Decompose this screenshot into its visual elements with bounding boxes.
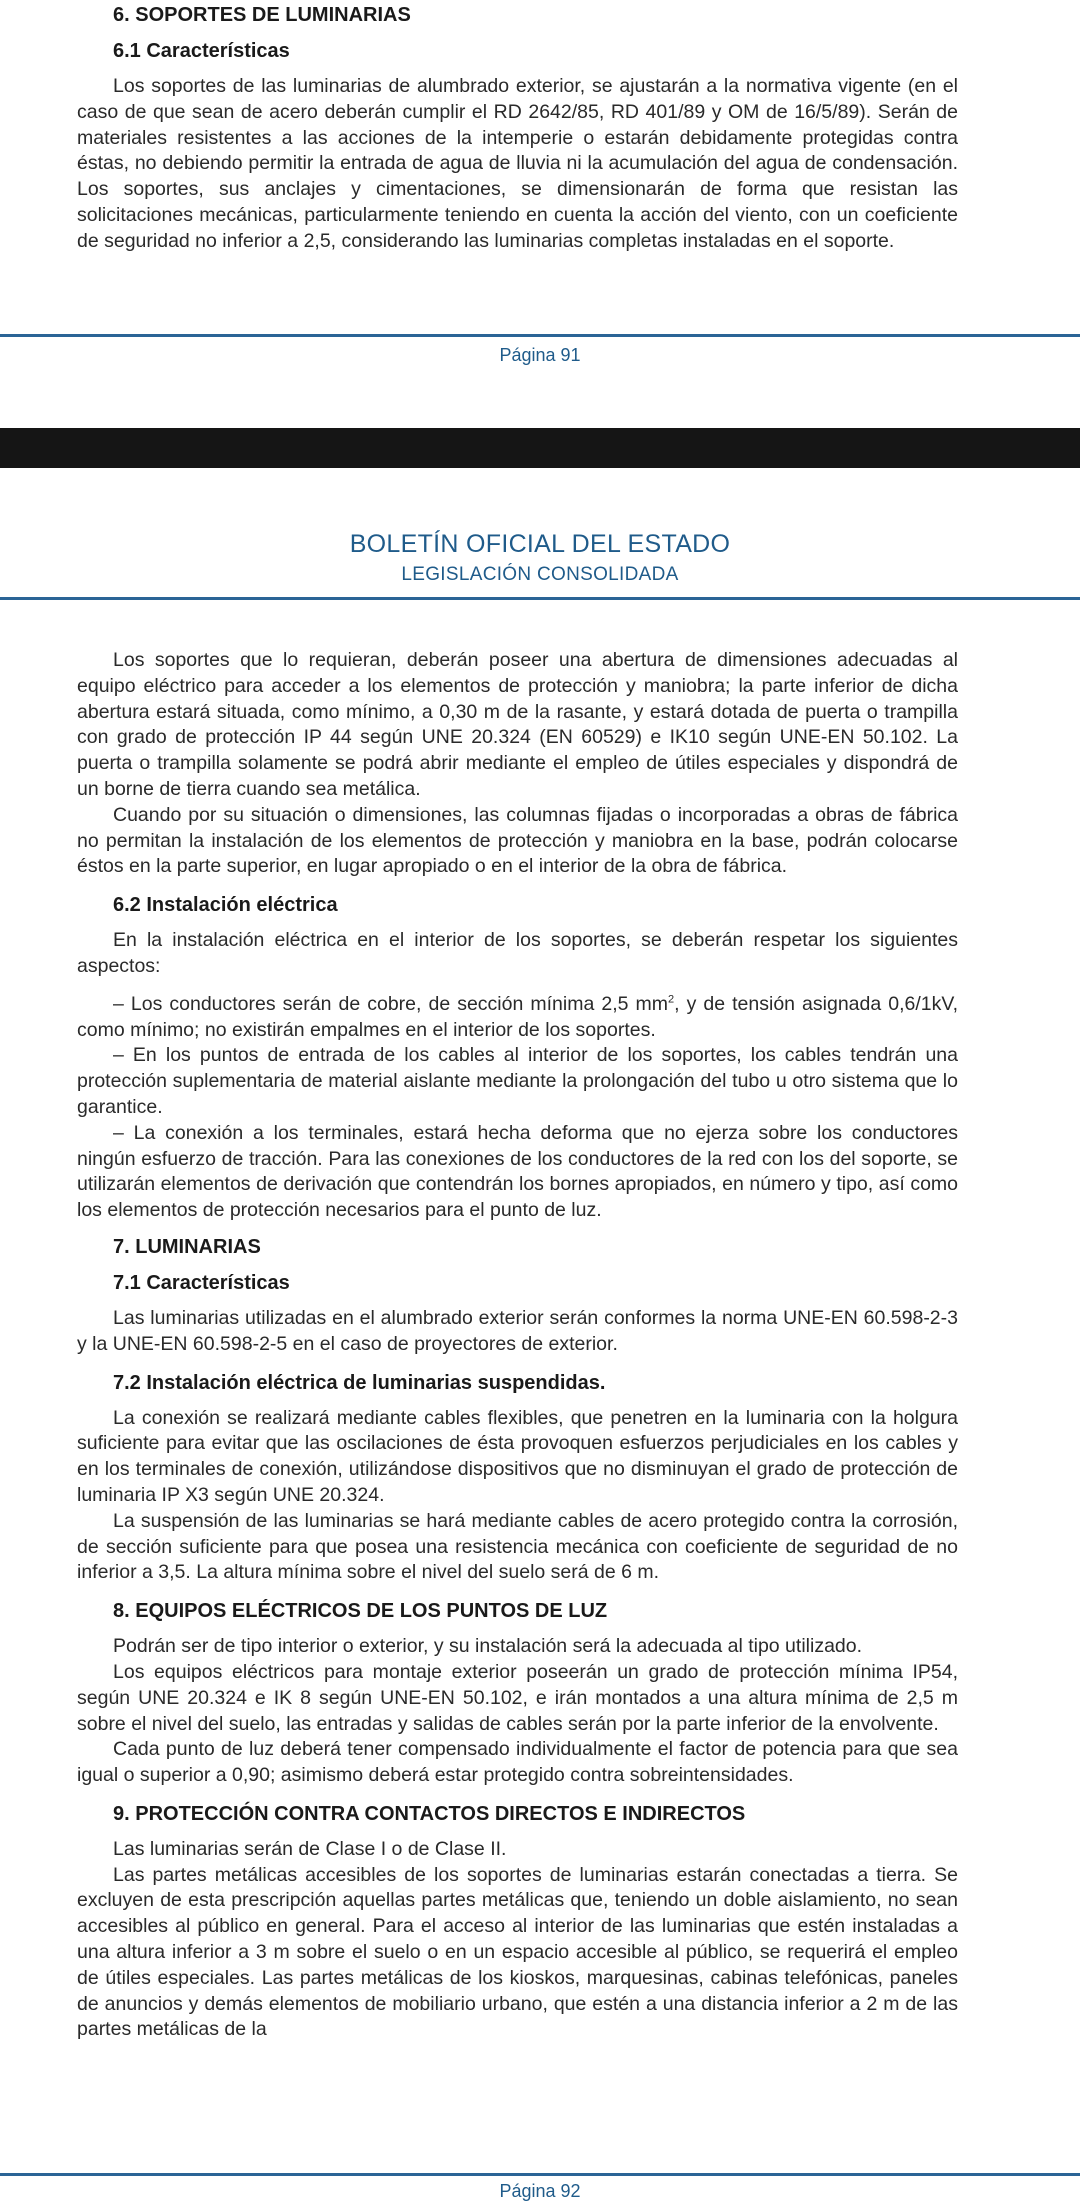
page-91-content xyxy=(77,0,958,255)
paragraph-columnas: Cuando por su situación o dimensiones, las columnas fijadas o incorporadas a obras de fábrica no permitan la instalación de los elementos de protección y maniobra en la base, podrán colocarse éstos en la parte superior, en lugar apropiado o en el interior de la obra de fábrica. xyxy=(77,803,958,878)
page-number-footer-2: Página 92 xyxy=(499,2181,581,2201)
list-item-conductores: – Los conductores serán de cobre, de sección mínima 2,5 $mm^2$, y de tensión asignada 0,6/1kV, como mínimo; no existirán empalmes en el interior de los soportes. xyxy=(77,992,959,1041)
heading-section-6: 6. SOPORTES DE LUMINARIAS xyxy=(113,4,411,26)
paragraph-suspension: La suspensión de las luminarias se hará mediante cables de acero protegido contra la corrosión, de sección suficiente para que posea una resistencia mecánica con coeficiente de seguridad de no inferior a 3,5. La altura mínima sobre el nivel del suelo será de 6 m. xyxy=(77,1509,958,1584)
paragraph-abertura: Los soportes que lo requieran, deberán poseer una abertura de dimensiones adecuadas al equipo eléctrico para acceder a los elementos de protección y maniobra; la parte inferior de dicha abertura estará situada, como mínimo, a 0,30 m de la rasante, y estará dotada de puerta o trampilla con grado de protección IP 44 según UNE 20.324 (EN 60529) e IK10 según UNE-EN 50.102. La puerta o trampilla solamente se podrá abrir mediante el empleo de útiles especiales y dispondrá de un borne de tierra cuando sea metálica. xyxy=(77,649,958,800)
paragraph-soportes-normativa: Los soportes de las luminarias de alumbrado exterior, se ajustarán a la normativa vigente (en el caso de que sean de acero deberán cumplir el RD 2642/85, RD 401/89 y OM de 16/5/89). Serán de materiales resistentes a las acciones de la intemperie o estarán debidamente protegidas contra éstas, no debiendo permitir la entrada de agua de lluvia ni la acumulación del agua de condensación. Los soportes, sus anclajes y cimentaciones, se dimensionarán de forma que resistan las solicitaciones mecánicas, particularmente teniendo en cuenta la acción del viento, con un coeficiente de seguridad no inferior a 2,5, considerando las luminarias completas instaladas en el soporte. xyxy=(77,75,958,252)
heading-section-6-2: 6.2 Instalación eléctrica xyxy=(113,894,338,917)
header-title: BOLETÍN OFICIAL DEL ESTADO xyxy=(349,530,731,558)
paragraph-clase-luminarias: Las luminarias serán de Clase I o de Clase II. xyxy=(113,1837,507,1860)
document-page-92 xyxy=(0,468,1080,2204)
heading-section-7-2: 7.2 Instalación eléctrica de luminarias suspendidas. xyxy=(113,1371,606,1394)
paragraph-conexion-cables: La conexión se realizará mediante cables flexibles, que penetren en la luminaria con la holgura suficiente para evitar que las oscilaciones de ésta provoquen esfuerzos perjudiciales en los cables y en los terminales de conexión, utilizándose dispositivos que no disminuyan el grado de protección de luminaria IP X3 según UNE 20.324. xyxy=(77,1406,958,1506)
paragraph-partes-metalicas: Las partes metálicas accesibles de los soportes de luminarias estarán conectadas a tierra. Se excluyen de esta prescripción aquellas partes metálicas que, teniendo un doble aislamiento, no sean accesibles al público en general. Para el acceso al interior de las luminarias que estén instaladas a una altura inferior a 3 m sobre el suelo o en un espacio accesible al público, se requerirá el empleo de útiles especiales. Las partes metálicas de los kioskos, marquesinas, cabinas telefónicas, paneles de anuncios y demás elementos de mobiliario urbano, que estén a una distancia inferior a 2 m de las partes metálicas de la xyxy=(77,1863,958,2041)
paragraph-aspectos: En la instalación eléctrica en el interior de los soportes, se deberán respetar los siguientes aspectos: xyxy=(77,929,958,977)
heading-section-7-1: 7.1 Características xyxy=(113,1271,290,1294)
header-subtitle: LEGISLACIÓN CONSOLIDADA xyxy=(401,564,679,585)
document-page-91 xyxy=(0,0,1080,428)
page-number-footer: Página 91 xyxy=(499,345,581,365)
heading-section-9: 9. PROTECCIÓN CONTRA CONTACTOS DIRECTOS E INDIRECTOS xyxy=(113,1802,746,1825)
page-92-content xyxy=(77,648,958,2043)
paragraph-factor-potencia: Cada punto de luz deberá tener compensado individualmente el factor de potencia para que sea igual o superior a 0,90; asimismo deberá estar protegido contra sobreintensidades. xyxy=(77,1738,958,1787)
footer-rule xyxy=(0,334,1080,337)
heading-section-8: 8. EQUIPOS ELÉCTRICOS DE LOS PUNTOS DE LUZ xyxy=(113,1600,608,1623)
list-item-entrada-cables: – En los puntos de entrada de los cables al interior de los soportes, los cables tendrán una protección suplementaria de material aislante mediante la prolongación del tubo u otro sistema que lo garantice. xyxy=(77,1044,958,1118)
paragraph-tipo-equipos: Podrán ser de tipo interior o exterior, y su instalación será la adecuada al tipo utilizado. xyxy=(113,1635,863,1658)
heading-section-6-1: 6.1 Características xyxy=(113,40,290,62)
paragraph-montaje-exterior: Los equipos eléctricos para montaje exterior poseerán un grado de protección mínima IP54, según UNE 20.324 e IK 8 según UNE-EN 50.102, e irán montados a una altura mínima de 2,5 m sobre el nivel del suelo, las entradas y salidas de cables serán por la parte inferior de la envolvente. xyxy=(77,1660,958,1735)
heading-section-7: 7. LUMINARIAS xyxy=(113,1235,261,1258)
header-rule xyxy=(0,597,1080,600)
footer-rule-2 xyxy=(0,2173,1080,2176)
paragraph-luminarias-norma: Las luminarias utilizadas en el alumbrado exterior serán conformes la norma UNE-EN 60.598-2-3 y la UNE-EN 60.598-2-5 en el caso de proyectores de exterior. xyxy=(77,1306,958,1355)
page-separator xyxy=(0,428,1080,468)
list-item-conexion-terminales: – La conexión a los terminales, estará hecha deforma que no ejerza sobre los conductores ningún esfuerzo de tracción. Para las conexiones de los conductores de la red con los del soporte, se utilizarán elementos de derivación que contendrán los bornes apropiados, en número y tipo, así como los elementos de protección necesarios para el punto de luz. xyxy=(77,1121,958,1222)
